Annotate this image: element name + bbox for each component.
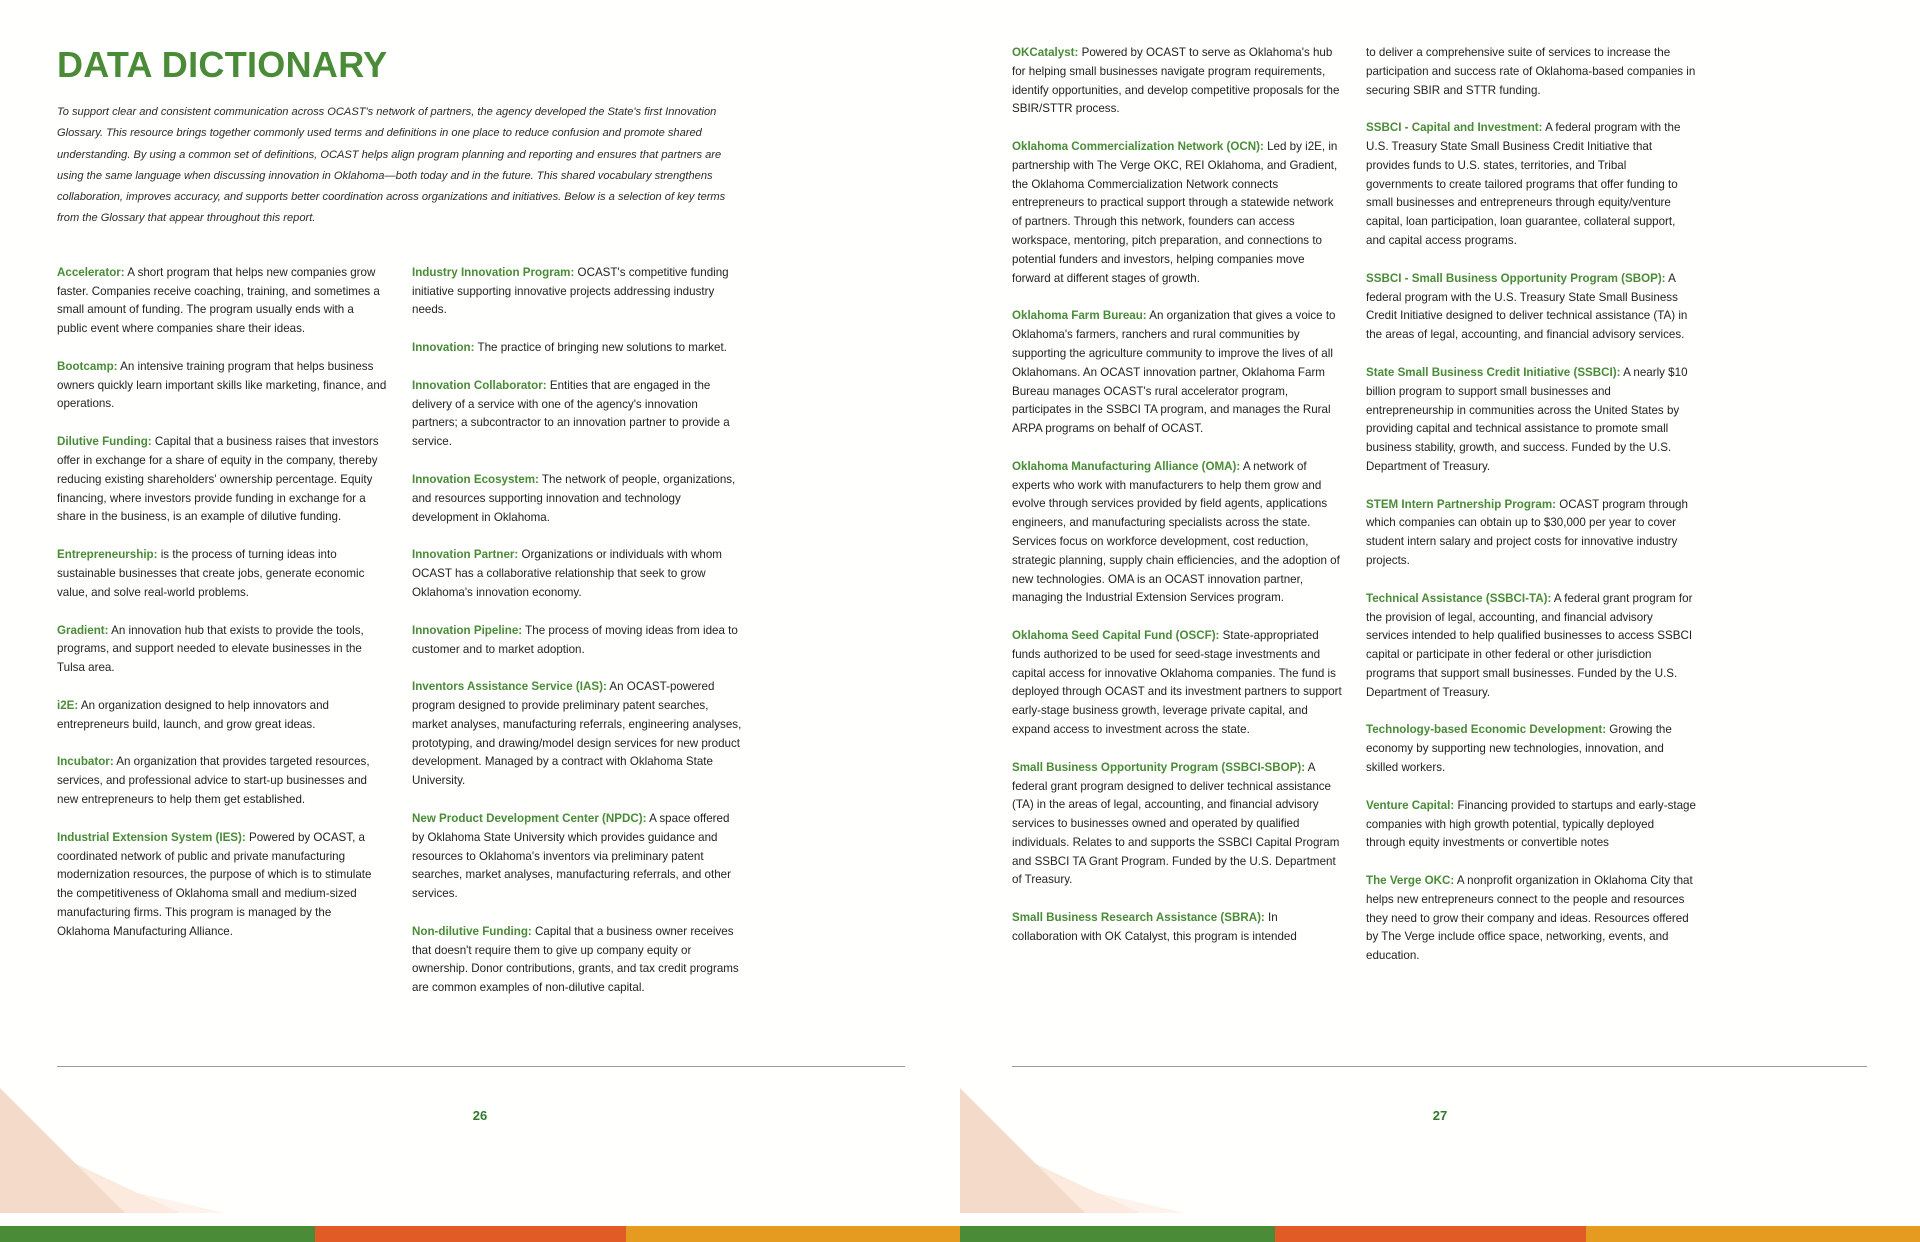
- glossary-term: Innovation Collaborator:: [412, 378, 547, 392]
- glossary-definition: Led by i2E, in partnership with The Verge OKC, REI Oklahoma, and Gradient, the Oklahoma Commercialization Network connects entrepreneurs to practical support through a statewide network of partners. Through this network, founders can access workspace, mentoring, pitch preparation, and connections to potential funders and investors, helping companies move forward at different stages of growth.: [1012, 140, 1338, 285]
- glossary-definition: A space offered by Oklahoma State University which provides guidance and resources to Oklahoma's inventors via preliminary patent searches, market analyses, manufacturing referrals, and other services.: [412, 811, 731, 901]
- glossary-entry: [412, 810, 742, 904]
- footer-bar-green-segment: [0, 1226, 315, 1242]
- glossary-term: Entrepreneurship:: [57, 548, 158, 562]
- glossary-term: i2E:: [57, 698, 79, 712]
- glossary-column-3: [1012, 44, 1342, 985]
- glossary-term: STEM Intern Partnership Program:: [1366, 497, 1557, 511]
- page-right: [960, 0, 1920, 1242]
- glossary-definition: to deliver a comprehensive suite of services to increase the participation and success rate of Oklahoma-based companies in securing SBIR and STTR funding.: [1366, 46, 1696, 97]
- glossary-definition: State-appropriated funds authorized to be used for seed-stage investments and capital access for innovative Oklahoma companies. The fund is deployed through OCAST and its investment partners to support early-stage business growth, leverage private capital, and expand access to investment across the state.: [1012, 629, 1342, 736]
- glossary-entry: [57, 829, 387, 942]
- glossary-entry: [1366, 590, 1696, 703]
- glossary-column-1: [57, 264, 387, 1017]
- glossary-entry: [1366, 44, 1696, 100]
- glossary-term: SSBCI - Capital and Investment:: [1366, 121, 1543, 135]
- glossary-term: Dilutive Funding:: [57, 435, 152, 449]
- left-page-columns: [57, 264, 908, 1017]
- glossary-term: Innovation:: [412, 341, 475, 355]
- page-number: 26: [472, 1108, 488, 1123]
- glossary-term: Industrial Extension System (IES):: [57, 830, 246, 844]
- glossary-definition: An organization that gives a voice to Oklahoma's farmers, ranchers and rural communities by supporting the agriculture community to improve the lives of all Oklahomans. An OCAST innovation partner, Oklahoma Farm Bureau manages OCAST's rural accelerator program, participates in the SSBCI TA program, and manages the Rural ARPA programs on behalf of OCAST.: [1012, 309, 1336, 436]
- glossary-term: Oklahoma Seed Capital Fund (OSCF):: [1012, 629, 1220, 643]
- glossary-entry: [1012, 44, 1342, 119]
- footer-bar-orange-segment: [315, 1226, 626, 1242]
- footer-divider-rule: [57, 1066, 905, 1067]
- glossary-term: Oklahoma Farm Bureau:: [1012, 309, 1147, 323]
- glossary-term: Incubator:: [57, 755, 114, 769]
- glossary-entry: [57, 358, 387, 414]
- glossary-entry: [412, 339, 742, 358]
- glossary-entry: [1012, 627, 1342, 740]
- glossary-entry: [412, 377, 742, 452]
- glossary-entry: [1012, 458, 1342, 608]
- glossary-entry: [1012, 138, 1342, 288]
- glossary-entry: [412, 923, 742, 998]
- glossary-entry: [1366, 872, 1696, 966]
- glossary-definition: Powered by OCAST, a coordinated network of public and private manufacturing modernization resources, the purpose of which is to stimulate the competitiveness of Oklahoma small and medium-sized manufacturing firms. This program is managed by the Oklahoma Manufacturing Alliance.: [57, 830, 372, 938]
- glossary-definition: Entities that are engaged in the delivery of a service with one of the agency's innovation partners; a subcontractor to an innovation partner to provide a service.: [412, 378, 730, 449]
- page-right-content: [960, 0, 1920, 1242]
- glossary-entry: [1366, 119, 1696, 250]
- footer-divider-rule: [1012, 1066, 1867, 1067]
- glossary-term: Bootcamp:: [57, 359, 118, 373]
- glossary-definition: Capital that a business raises that investors offer in exchange for a share of equity in the company, thereby reducing existing shareholders' ownership percentage. Equity financing, where investors provide funding in exchange for a share in the business, is an example of dilutive funding.: [57, 435, 379, 524]
- glossary-entry: [1012, 307, 1342, 438]
- glossary-term: New Product Development Center (NPDC):: [412, 811, 647, 825]
- glossary-entry: [412, 546, 742, 602]
- glossary-definition: An organization designed to help innovators and entrepreneurs build, launch, and grow great ideas.: [57, 698, 330, 731]
- page-number: 27: [1432, 1108, 1448, 1123]
- glossary-definition: A federal grant program for the provision of legal, accounting, and financial advisory services intended to help qualified businesses to access SSBCI capital or participate in other federal or other jurisdiction programs that support small businesses. Funded by the U.S. Department of Treasury.: [1366, 591, 1693, 699]
- glossary-term: State Small Business Credit Initiative (SSBCI):: [1366, 365, 1621, 379]
- glossary-term: Industry Innovation Program:: [412, 265, 575, 279]
- glossary-definition: An organization that provides targeted resources, services, and professional advice to start-up businesses and new entrepreneurs to help them get established.: [57, 755, 370, 806]
- glossary-term: Oklahoma Manufacturing Alliance (OMA):: [1012, 459, 1241, 473]
- glossary-term: SSBCI - Small Business Opportunity Program (SBOP):: [1366, 271, 1666, 285]
- glossary-term: Venture Capital:: [1366, 798, 1455, 812]
- glossary-entry: [1366, 496, 1696, 571]
- glossary-term: The Verge OKC:: [1366, 874, 1455, 888]
- glossary-definition: In collaboration with OK Catalyst, this program is intended: [1012, 911, 1297, 944]
- glossary-definition: The network of people, organizations, and resources supporting innovation and technology development in Oklahoma.: [412, 473, 736, 524]
- glossary-definition: A short program that helps new companies grow faster. Companies receive coaching, training, and sometimes a small amount of funding. The program usually ends with a public event where companies share their ideas.: [57, 265, 380, 336]
- glossary-definition: The process of moving ideas from idea to customer and to market adoption.: [412, 623, 738, 656]
- glossary-entry: [412, 678, 742, 791]
- glossary-definition: An innovation hub that exists to provide the tools, programs, and support needed to elevate businesses in the Tulsa area.: [57, 623, 364, 675]
- glossary-term: Accelerator:: [57, 265, 125, 279]
- glossary-definition: Organizations or individuals with whom OCAST has a collaborative relationship that seek to grow Oklahoma's innovation economy.: [412, 548, 722, 599]
- glossary-term: Small Business Opportunity Program (SSBCI-SBOP):: [1012, 760, 1306, 774]
- glossary-term: Small Business Research Assistance (SBRA):: [1012, 911, 1265, 925]
- glossary-term: Non-dilutive Funding:: [412, 924, 532, 938]
- glossary-definition: A nearly $10 billion program to support small businesses and entrepreneurship in communities across the United States by providing capital and technical assistance to promote small business stability, growth, and success. Funded by the U.S. Department of Treasury.: [1366, 365, 1688, 473]
- glossary-entry: [1366, 270, 1696, 345]
- glossary-entry: [412, 471, 742, 527]
- glossary-definition: A network of experts who work with manufacturers to help them grow and evolve through services provided by field agents, applications engineers, and manufacturing specialists across the state. Services focus on workforce development, cost reduction, strategic planning, supply chain efficiencies, and the adoption of new technologies. OMA is an OCAST innovation partner, managing the Industrial Extension Services program.: [1012, 459, 1340, 605]
- glossary-entry: [57, 433, 387, 527]
- glossary-term: Innovation Partner:: [412, 548, 519, 562]
- footer-bar-amber-segment: [626, 1226, 960, 1242]
- glossary-term: Innovation Ecosystem:: [412, 473, 539, 487]
- glossary-entry: [1012, 759, 1342, 890]
- footer-bar-orange-segment: [1275, 1226, 1586, 1242]
- glossary-definition: OCAST program through which companies can obtain up to $30,000 per year to cover student intern salary and project costs for innovative industry projects.: [1366, 497, 1688, 567]
- glossary-entry: [57, 264, 387, 339]
- glossary-term: Technical Assistance (SSBCI-TA):: [1366, 591, 1552, 605]
- glossary-definition: A federal grant program designed to deliver technical assistance (TA) in the areas of legal, accounting, and financial advisory services to businesses owned and operated by qualified individuals. Relates to and supports the SSBCI Capital Program and SSBCI TA Grant Program. Funded by the U.S. Department of Treasury.: [1012, 760, 1340, 887]
- glossary-definition: OCAST's competitive funding initiative supporting innovative projects addressing industry needs.: [412, 265, 729, 317]
- glossary-entry: [1012, 909, 1342, 947]
- footer-color-bar: [960, 1226, 1920, 1242]
- glossary-entry: [57, 546, 387, 602]
- glossary-definition: An OCAST-powered program designed to provide preliminary patent searches, market analyses, manufacturing referrals, engineering analyses, prototyping, and drawing/model design services for new product development. Managed by a contract with Oklahoma State University.: [412, 680, 742, 788]
- glossary-term: OKCatalyst:: [1012, 46, 1079, 59]
- glossary-term: Gradient:: [57, 623, 109, 637]
- right-page-columns: [1012, 44, 1870, 985]
- glossary-definition: Financing provided to startups and early-stage companies with high growth potential, typically deployed through equity investments or convertible notes: [1366, 798, 1696, 850]
- footer-color-bar: [0, 1226, 960, 1242]
- glossary-definition: is the process of turning ideas into sustainable businesses that create jobs, generate economic value, and solve real-world problems.: [57, 548, 365, 599]
- page-title: DATA DICTIONARY: [57, 44, 388, 85]
- footer-bar-green-segment: [960, 1226, 1275, 1242]
- glossary-term: Innovation Pipeline:: [412, 623, 523, 637]
- glossary-term: Technology-based Economic Development:: [1366, 723, 1607, 737]
- glossary-entry: [1366, 797, 1696, 853]
- glossary-term: Inventors Assistance Service (IAS):: [412, 680, 607, 694]
- glossary-entry: [1366, 721, 1696, 777]
- glossary-definition: An intensive training program that helps business owners quickly learn important skills like marketing, finance, and operations.: [57, 359, 387, 411]
- glossary-definition: Growing the economy by supporting new technologies, innovation, and skilled workers.: [1366, 723, 1672, 774]
- glossary-definition: A federal program with the U.S. Treasury State Small Business Credit Initiative that provides funds to U.S. states, territories, and Tribal governments to create tailored programs that offer funding to small businesses and entrepreneurs through equity/venture capital, loan participation, loan guarantee, collateral support, and capital access programs.: [1366, 121, 1681, 248]
- glossary-entry: [57, 753, 387, 809]
- glossary-entry: [412, 622, 742, 660]
- glossary-definition: A nonprofit organization in Oklahoma City that helps new entrepreneurs connect to the people and resources they need to grow their company and ideas. Resources offered by The Verge include office space, networking, events, and education.: [1366, 874, 1693, 963]
- glossary-definition: A federal program with the U.S. Treasury State Small Business Credit Initiative designed to deliver technical assistance (TA) in the areas of legal, accounting, and financial advisory services.: [1366, 271, 1688, 342]
- intro-paragraph: To support clear and consistent communication across OCAST's network of partners, the agency developed the State's first Innovation Glossary. This resource brings together commonly used terms and definitions in one place to reduce confusion and promote shared understanding. By using a common set of definitions, OCAST helps align program planning and reporting and ensures that partners are using the same language when discussing innovation in Oklahoma—both today and in the future. This shared vocabulary strengthens collaboration, improves accuracy, and supports better coordination across organizations and initiatives. Below is a selection of key terms from the Glossary that appear throughout this report.: [57, 106, 726, 225]
- glossary-term: Oklahoma Commercialization Network (OCN):: [1012, 140, 1264, 154]
- glossary-entry: [412, 264, 742, 320]
- glossary-entry: [57, 622, 387, 678]
- footer-bar-amber-segment: [1586, 1226, 1920, 1242]
- glossary-column-4: [1366, 44, 1696, 985]
- glossary-definition: The practice of bringing new solutions to market.: [474, 341, 727, 355]
- glossary-column-2: [412, 264, 742, 1017]
- glossary-definition: Capital that a business owner receives that doesn't require them to give up company equity or ownership. Donor contributions, grants, and tax credit programs are common examples of non-dilutive capital.: [412, 924, 739, 995]
- glossary-entry: [57, 697, 387, 735]
- glossary-definition: Powered by OCAST to serve as Oklahoma's hub for helping small businesses navigate program requirements, identify opportunities, and develop competitive proposals for the SBIR/STTR process.: [1012, 46, 1340, 116]
- glossary-entry: [1366, 364, 1696, 477]
